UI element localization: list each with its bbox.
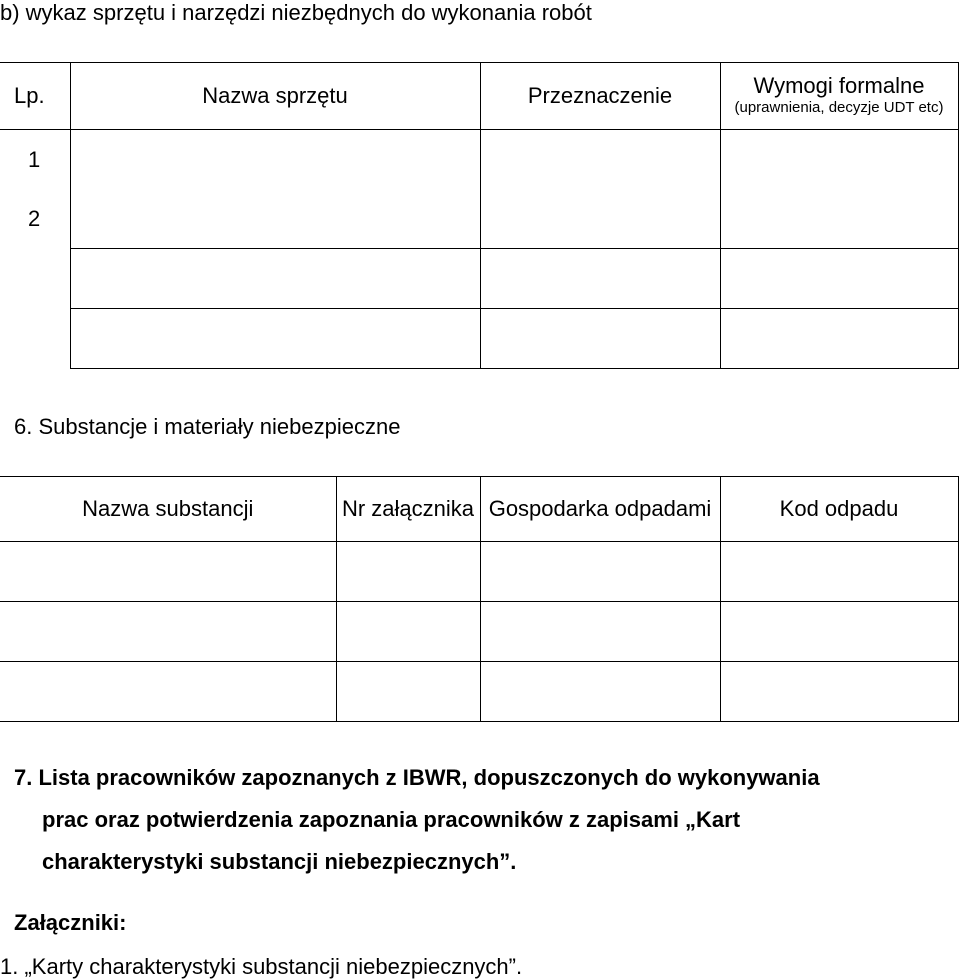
cell-substance-name[interactable] bbox=[0, 542, 336, 602]
paragraph-line: 7. Lista pracowników zapoznanych z IBWR, dopuszczonych do wykonywania bbox=[14, 765, 820, 790]
cell-waste-code[interactable] bbox=[720, 662, 958, 722]
row-number: 1 bbox=[28, 146, 41, 172]
cell-purpose[interactable] bbox=[480, 189, 720, 249]
cell-waste-code[interactable] bbox=[720, 542, 958, 602]
column-header-substance-name: Nazwa substancji bbox=[0, 477, 336, 542]
table-header-row bbox=[0, 477, 958, 542]
requirements-note: (uprawnienia, decyzje UDT etc) bbox=[734, 99, 944, 116]
cell-name[interactable] bbox=[70, 309, 480, 369]
row-number-cell bbox=[0, 309, 70, 369]
paragraph-line: prac oraz potwierdzenia zapoznania pracowników z zapisami „Kart bbox=[42, 807, 741, 832]
row-number-cell bbox=[0, 249, 70, 309]
column-header-waste-code: Kod odpadu bbox=[720, 477, 958, 542]
cell-attachment-number[interactable] bbox=[336, 662, 480, 722]
cell-purpose[interactable] bbox=[480, 130, 720, 190]
column-header-lp: Lp. bbox=[0, 63, 70, 130]
attachments-title: Załączniki: bbox=[14, 910, 127, 935]
cell-waste-management[interactable] bbox=[480, 602, 720, 662]
column-header-requirements bbox=[720, 63, 958, 130]
attachment-item: 1. „Karty charakterystyki substancji niebezpiecznych”. bbox=[0, 954, 523, 979]
row-number bbox=[0, 266, 28, 291]
table-row bbox=[0, 309, 958, 369]
table-row bbox=[0, 249, 958, 309]
cell-purpose[interactable] bbox=[480, 309, 720, 369]
cell-requirements[interactable] bbox=[720, 309, 958, 369]
section-title-hazardous-substances: 6. Substancje i materiały niebezpieczne bbox=[14, 414, 401, 439]
cell-requirements[interactable] bbox=[720, 249, 958, 309]
table-row bbox=[0, 542, 958, 602]
cell-requirements[interactable] bbox=[720, 130, 958, 190]
section-heading-equipment: b) wykaz sprzętu i narzędzi niezbędnych do wykonania robót bbox=[0, 0, 592, 25]
table-row bbox=[0, 130, 958, 190]
requirements-label: Wymogi formalne bbox=[753, 73, 925, 98]
table-header-row bbox=[0, 63, 958, 130]
cell-requirements[interactable] bbox=[720, 189, 958, 249]
table-row bbox=[0, 602, 958, 662]
cell-waste-management[interactable] bbox=[480, 542, 720, 602]
cell-name[interactable] bbox=[70, 189, 480, 249]
cell-substance-name[interactable] bbox=[0, 602, 336, 662]
cell-name[interactable] bbox=[70, 249, 480, 309]
paragraph-line: charakterystyki substancji niebezpiecznych”. bbox=[42, 849, 517, 874]
cell-attachment-number[interactable] bbox=[336, 542, 480, 602]
column-header-name: Nazwa sprzętu bbox=[70, 63, 480, 130]
cell-waste-code[interactable] bbox=[720, 602, 958, 662]
cell-name[interactable] bbox=[70, 130, 480, 190]
equipment-table bbox=[0, 62, 959, 369]
column-header-purpose: Przeznaczenie bbox=[480, 63, 720, 130]
cell-substance-name[interactable] bbox=[0, 662, 336, 722]
table-row bbox=[0, 189, 958, 249]
cell-purpose[interactable] bbox=[480, 249, 720, 309]
row-number: 2 bbox=[28, 205, 41, 231]
substances-table bbox=[0, 476, 959, 722]
row-number bbox=[0, 326, 28, 351]
table-row bbox=[0, 662, 958, 722]
cell-attachment-number[interactable] bbox=[336, 602, 480, 662]
column-header-waste-management: Gospodarka odpadami bbox=[480, 477, 720, 542]
row-number-cell bbox=[0, 130, 70, 190]
column-header-attachment-number: Nr załącznika bbox=[336, 477, 480, 542]
row-number-cell bbox=[0, 189, 70, 249]
cell-waste-management[interactable] bbox=[480, 662, 720, 722]
section-employee-list bbox=[14, 757, 944, 883]
